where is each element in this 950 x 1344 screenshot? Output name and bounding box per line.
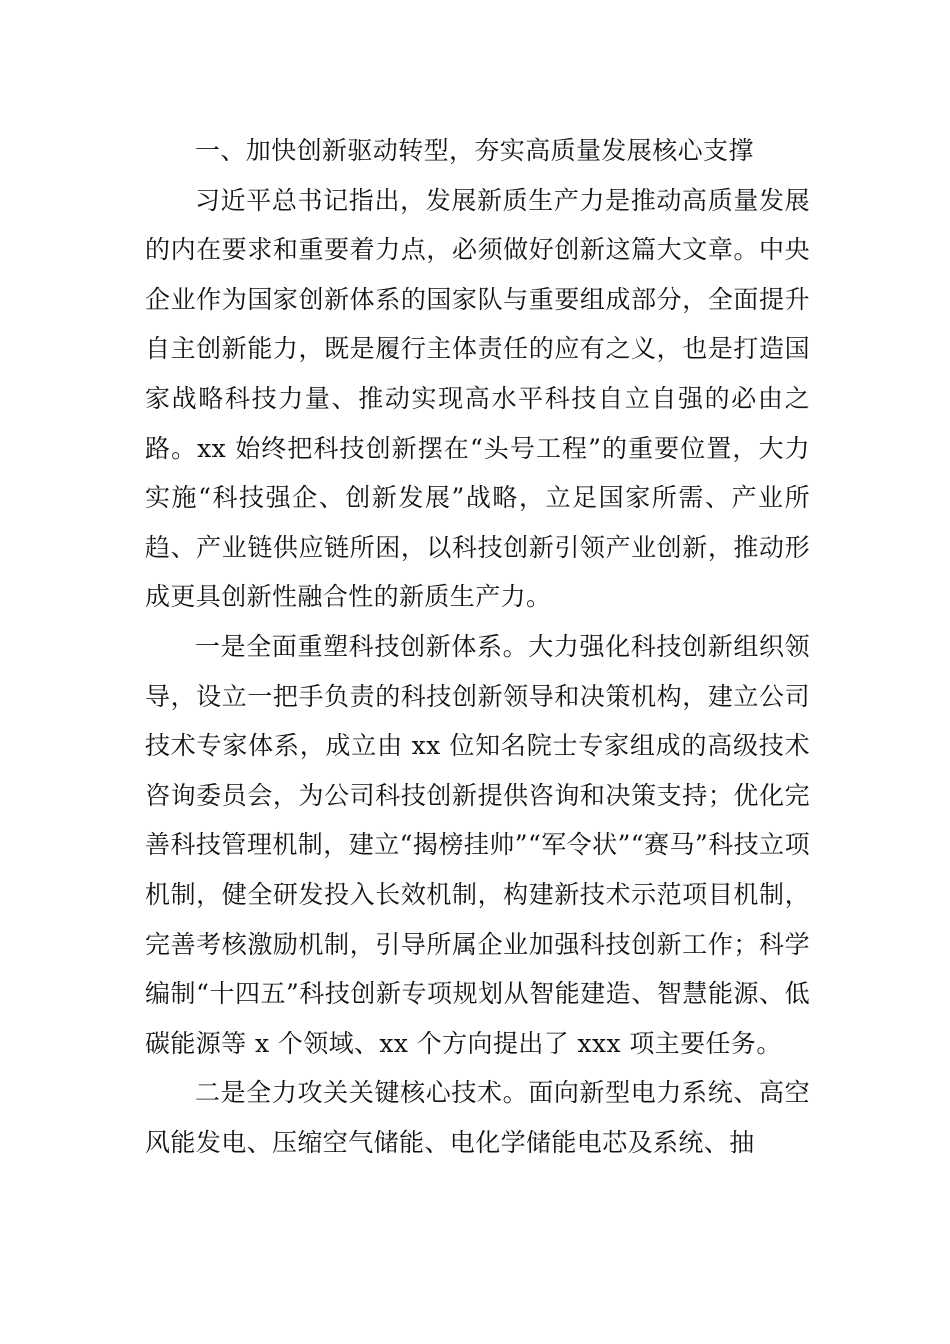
paragraph-intro: 习近平总书记指出，发展新质生产力是推动高质量发展的内在要求和重要着力点，必须做好创新这篇大文章。中央企业作为国家创新体系的国家队与重要组成部分，全面提升自主创新能力，既是履行主体责任的应有之义，也是打造国家战略科技力量、推动实现高水平科技自立自强的必由之路。xx 始终把科技创新摆在“头号工程”的重要位置，大力实施“科技强企、创新发展”战略，立足国家所需、产业所趋、产业链供应链所困，以科技创新引领产业创新，推动形成更具创新性融合性的新质生产力。 — [145, 185, 810, 612]
paragraph-point-two: 二是全力攻关关键核心技术。面向新型电力系统、高空风能发电、压缩空气储能、电化学储能电芯及系统、抽 — [145, 1078, 810, 1157]
document-body — [145, 126, 810, 1167]
section-heading: 一、加快创新驱动转型，夯实高质量发展核心支撑 — [195, 136, 754, 165]
paragraph-point-one: 一是全面重塑科技创新体系。大力强化科技创新组织领导，设立一把手负责的科技创新领导和决策机构，建立公司技术专家体系，成立由 xx 位知名院士专家组成的高级技术咨询委员会，为公司科技创新提供咨询和决策支持；优化完善科技管理机制，建立“揭榜挂帅”“军令状”“赛马”科技立项机制，健全研发投入长效机制，构建新技术示范项目机制，完善考核激励机制，引导所属企业加强科技创新工作；科学编制“十四五”科技创新专项规划从智能建造、智慧能源、低碳能源等 x 个领域、xx 个方向提出了 xxx 项主要任务。 — [145, 631, 810, 1058]
